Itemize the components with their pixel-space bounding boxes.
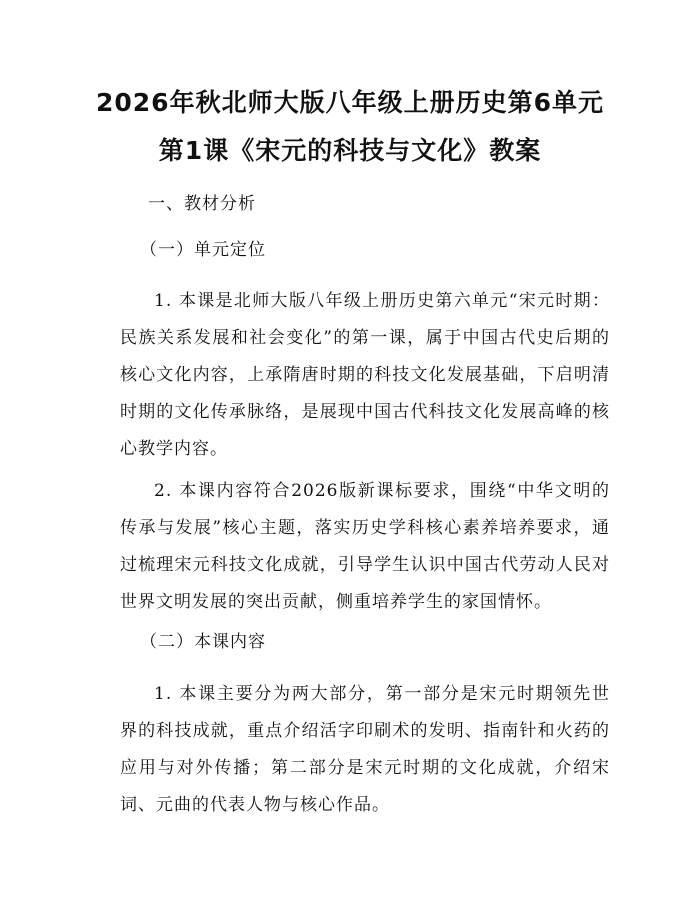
subsection-heading-lesson-content: （二）本课内容 [140, 632, 266, 652]
document-title-line-1: 2026年秋北师大版八年级上册历史第6单元 [96, 88, 604, 117]
section-heading-textbook-analysis: 一、教材分析 [148, 194, 256, 214]
document-title-line-2: 第1课《宋元的科技与文化》教案 [158, 136, 542, 165]
paragraph-unit-position-1: 1. 本课是北师大版八年级上册历史第六单元“宋元时期：民族关系发展和社会变化”的第一课，属于中国古代史后期的核心文化内容，上承隋唐时期的科技文化发展基础，下启明清时期的文化传承脉络，是展现中国古代科技文化发展高峰的核心教学内容。 [120, 291, 610, 459]
paragraph-unit-position-2: 2. 本课内容符合2026版新课标要求，围绕“中华文明的传承与发展”核心主题，落实历史学科核心素养培养要求，通过梳理宋元科技文化成就，引导学生认识中国古代劳动人民对世界文明发展的突出贡献，侧重培养学生的家国情怀。 [120, 481, 610, 612]
subsection-heading-unit-position: （一）单元定位 [140, 240, 266, 260]
paragraph-lesson-content-1: 1. 本课主要分为两大部分，第一部分是宋元时期领先世界的科技成就，重点介绍活字印刷术的发明、指南针和火药的应用与对外传播；第二部分是宋元时期的文化成就，介绍宋词、元曲的代表人物与核心作品。 [120, 684, 610, 815]
